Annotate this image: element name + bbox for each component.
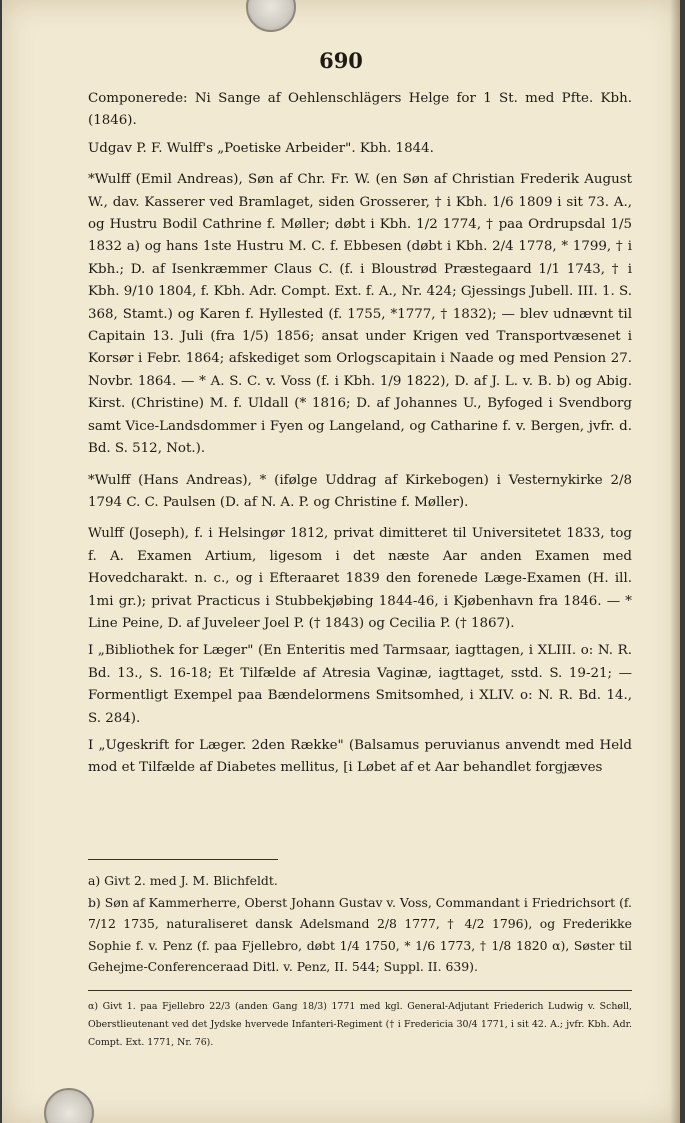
punch-hole-bottom	[44, 1088, 94, 1123]
punch-hole-top	[246, 0, 296, 32]
entry-wulff-joseph: Wulff (Joseph), f. i Helsingør 1812, privat dimitteret til Universitetet 1833, tog f. A. Examen Artium, ligesom i det næste Aar anden Examen med Hovedcharakt. n. c., og i Efteraaret 1839 den forenede Læge-Examen (H. ill. 1mi gr.); privat Practicus i Stubbekjøbing 1844-46, i Kjøbenhavn fra 1846. — * Line Peine, D. af Juveleer Joel P. († 1843) og Cecilia P. († 1867).	[88, 526, 632, 631]
footnotes	[88, 870, 632, 978]
paragraph-bibliothek: I „Bibliothek for Læger" (En Enteritis med Tarmsaar, iagttagen, i XLIII. o: N. R. Bd. 13., S. 16-18; Et Tilfælde af Atresia Vaginæ, iagttaget, sstd. S. 19-21; — Formentligt Exempel paa Bændelormens Smitsomhed, i XLIV. o: N. R. Bd. 14., S. 284).	[88, 643, 632, 726]
main-text	[88, 88, 632, 780]
paragraph-ugeskrift: I „Ugeskrift for Læger. 2den Række" (Balsamus peruvianus anvendt med Held mod et Tilfælde af Diabetes mellitus, [i Løbet af et Aar behandlet forgjæves	[88, 737, 632, 776]
footnote-a: a) Givt 2. med J. M. Blichfeldt.	[88, 873, 278, 888]
page-edge-shadow	[670, 0, 680, 1123]
subnote	[88, 998, 632, 1052]
footnote-b: b) Søn af Kammerherre, Oberst Johann Gustav v. Voss, Commandant i Friedrichsort (f. 7/12 1735, naturaliseret dansk Adelsmand 2/8 1777, † 4/2 1796), og Frederikke Sophie f. v. Penz (f. paa Fjellebro, døbt 1/4 1750, * 1/6 1773, † 1/8 1820 α), Søster til Gehejme-Conferenceraad Ditl. v. Penz, II. 544; Suppl. II. 639).	[88, 894, 632, 974]
footnote-separator	[88, 859, 278, 860]
book-page	[2, 0, 680, 1123]
page-number: 690	[319, 48, 363, 73]
paragraph-publication: Udgav P. F. Wulff's „Poetiske Arbeider". Kbh. 1844.	[88, 140, 434, 156]
entry-wulff-hans-andreas: *Wulff (Hans Andreas), * (ifølge Uddrag af Kirkebogen) i Vesternykirke 2/8 1794 C. C. Paulsen (D. af N. A. P. og Christine f. Møller).	[88, 472, 632, 510]
subnote-alpha: α) Givt 1. paa Fjellebro 22/3 (anden Gang 18/3) 1771 med kgl. General-Adjutant Friederich Ludwig v. Schøll, Oberstlieutenant ved det Jydske hvervede Infanteri-Regiment († i Fredericia 30/4 1771, i sit 42. A.; jvfr. Kbh. Adr. Compt. Ext. 1771, Nr. 76).	[88, 1001, 632, 1048]
paragraph-compositions: Componerede: Ni Sange af Oehlenschlägers Helge for 1 St. med Pfte. Kbh. (1846).	[88, 91, 632, 129]
entry-wulff-emil-andreas: *Wulff (Emil Andreas), Søn af Chr. Fr. W. (en Søn af Christian Frederik August W., dav. Kasserer ved Bramlaget, siden Grosserer, † i Kbh. 1/6 1809 i sit 73. A., og Hustru Bodil Cathrine f. Møller; døbt i Kbh. 1/2 1774, † paa Ordrupsdal 1/5 1832 a) og hans 1ste Hustru M. C. f. Ebbesen (døbt i Kbh. 2/4 1778, * 1799, † i Kbh.; D. af Isenkræmmer Claus C. (f. i Bloustrød Præstegaard 1/1 1743, † i Kbh. 9/10 1804, f. Kbh. Adr. Compt. Ext. f. A., Nr. 424; Gjessings Jubell. III. 1. S. 368, Stamt.) og Karen f. Hyllested (f. 1755, *1777, † 1832); — blev udnævnt til Capitain 13. Juli (fra 1/5) 1856; ansat under Krigen ved Transportvæsenet i Korsør i Febr. 1864; afskediget som Orlogscapitain i Naade og med Pension 27. Novbr. 1864. — * A. S. C. v. Voss (f. i Kbh. 1/9 1822), D. af J. L. v. B. b) og Abig. Kirst. (Christine) M. f. Uldall (* 1816; D. af Johannes U., Byfoged i Svendborg samt Vice-Landsdommer i Fyen og Langeland, og Catharine f. v. Bergen, jvfr. d. Bd. S. 512, Not.).	[88, 172, 632, 457]
subnote-separator	[88, 990, 632, 991]
